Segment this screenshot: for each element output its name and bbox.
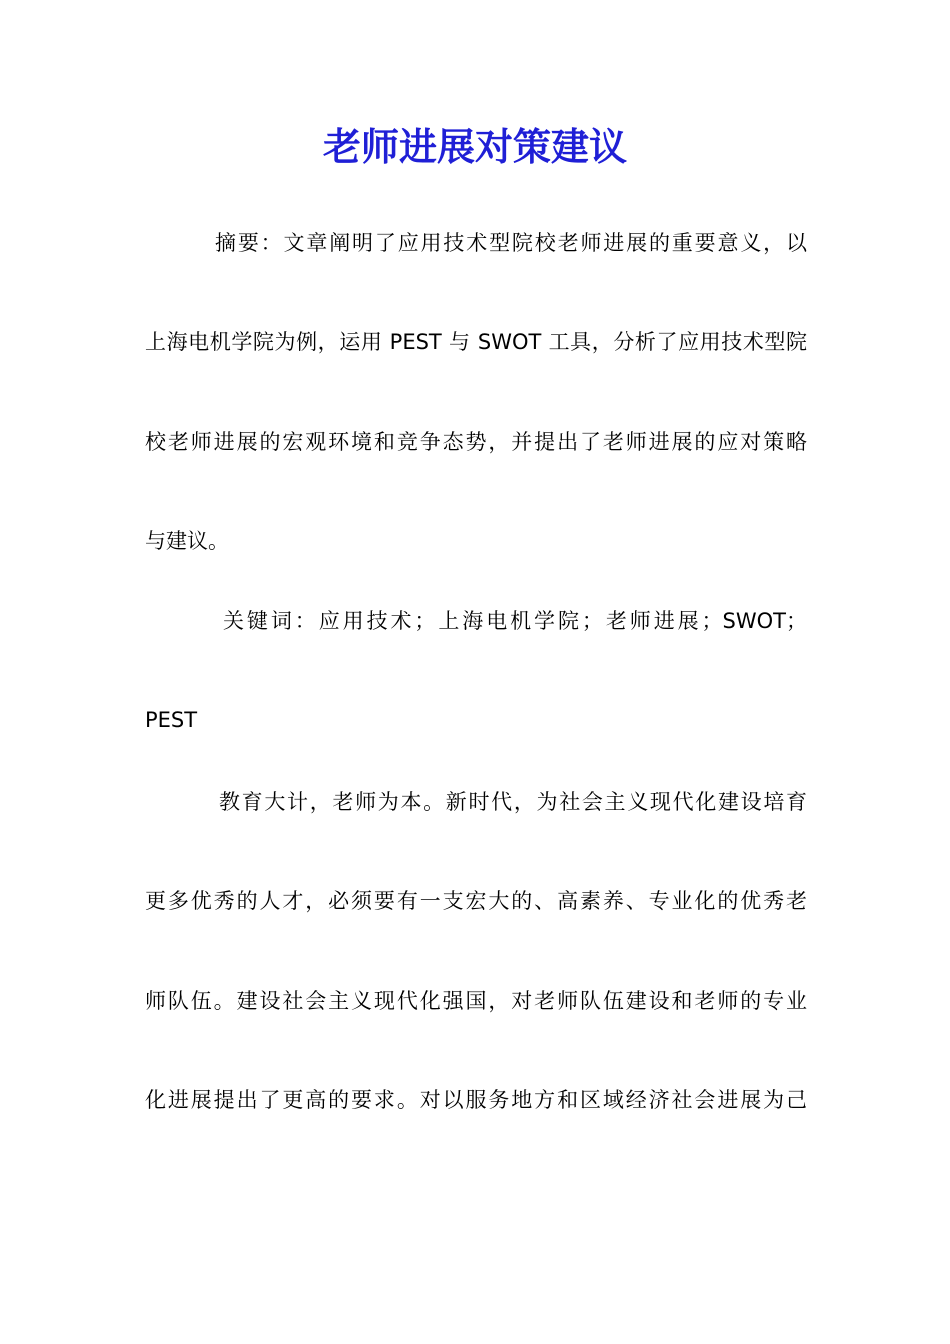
document-title: 老师进展对策建议 [322,124,627,169]
body-line-4: 化进展提出了更高的要求。对以服务地方和区域经济社会进展为己 [145,1088,807,1112]
abstract-line-3: 校老师进展的宏观环境和竞争态势，并提出了老师进展的应对策略 [145,430,807,454]
keywords-line-2: PEST [145,708,198,732]
keywords-line-1: 关键词：应用技术；上海电机学院；老师进展；SWOT； [223,609,807,633]
body-line-2: 更多优秀的人才，必须要有一支宏大的、高素养、专业化的优秀老 [145,889,807,913]
body-line-3: 师队伍。建设社会主义现代化强国，对老师队伍建设和老师的专业 [145,989,807,1013]
abstract-line-1: 摘要：文章阐明了应用技术型院校老师进展的重要意义，以 [215,231,807,255]
body-line-1: 教育大计，老师为本。新时代，为社会主义现代化建设培育 [219,790,807,814]
abstract-line-2: 上海电机学院为例，运用 PEST 与 SWOT 工具，分析了应用技术型院 [145,330,807,354]
abstract-line-4: 与建议。 [145,529,229,553]
